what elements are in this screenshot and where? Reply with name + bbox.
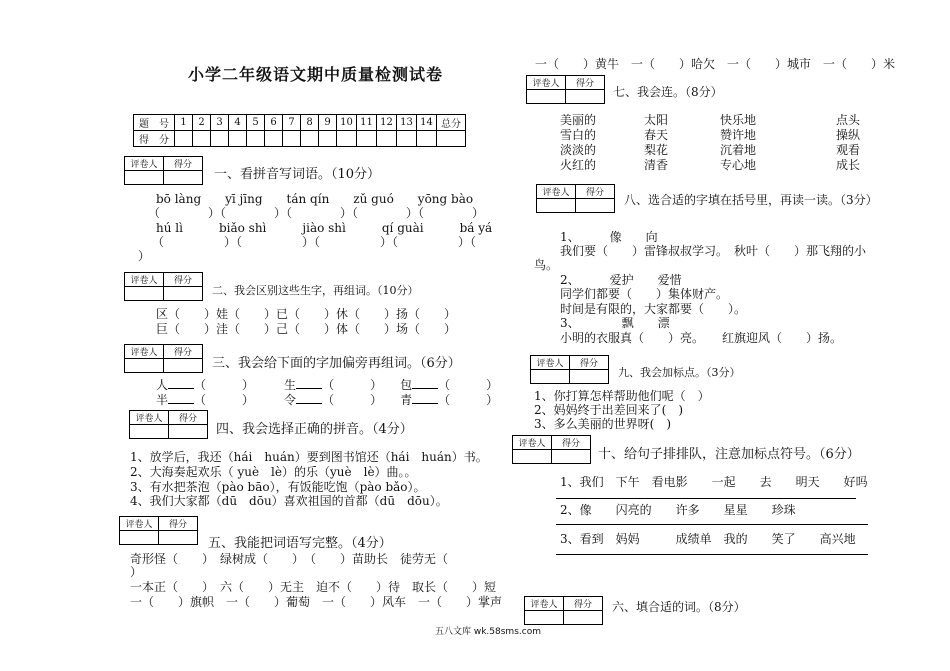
score-cell xyxy=(397,131,417,147)
grader-person-label: 评卷人 xyxy=(125,273,164,287)
grader-cell xyxy=(552,450,591,464)
fill-line xyxy=(168,393,194,404)
fill-line xyxy=(296,393,322,404)
grader-box xyxy=(526,75,605,104)
grader-box xyxy=(119,516,198,545)
grader-box xyxy=(524,596,603,625)
section-1-blank-row2: （ ）（ ）（ ）（ ）（ xyxy=(152,235,477,249)
footer-watermark: 五八文库 wk.58sms.com xyxy=(435,627,541,637)
match-word: 赞许地 xyxy=(720,128,757,142)
match-word: 清香 xyxy=(644,158,669,172)
answer-line xyxy=(556,554,868,555)
section-8-group2-words: 2、 爱护 爱惜 xyxy=(560,273,682,287)
score-col-header: 8 xyxy=(301,115,319,131)
grader-cell xyxy=(576,199,615,213)
grader-score-label: 得分 xyxy=(564,597,603,611)
score-row-label: 题 号 xyxy=(134,115,175,131)
score-cell xyxy=(211,131,229,147)
grader-box xyxy=(124,272,203,301)
section-8-group2-line: 时间是有限的，大家都要（ ）。 xyxy=(560,302,747,316)
match-word: 沉着地 xyxy=(720,143,757,157)
section-1-heading: 一、看拼音写词语。（10分） xyxy=(214,167,381,182)
grader-cell xyxy=(531,370,570,384)
grader-person-label: 评卷人 xyxy=(130,411,169,425)
match-word: 专心地 xyxy=(720,158,757,172)
match-word: 淡淡的 xyxy=(560,143,597,157)
score-cell xyxy=(283,131,301,147)
grader-score-label: 得分 xyxy=(159,517,198,531)
match-word: 点头 xyxy=(836,113,861,127)
section-8-group1-line: 鸟。 xyxy=(534,258,559,272)
grader-score-label: 得分 xyxy=(169,411,208,425)
match-word: 梨花 xyxy=(644,143,669,157)
match-word: 春天 xyxy=(644,128,669,142)
score-cell xyxy=(357,131,377,147)
grader-cell xyxy=(164,171,203,185)
section-6-top-line: 一（ ）黄牛 一（ ）哈欠 一（ ）城市 一（ ）米 xyxy=(535,57,896,71)
section-9-item: 2、妈妈终于出差回来了( ) xyxy=(534,403,683,417)
score-cell xyxy=(229,131,247,147)
grader-box-extension xyxy=(197,516,202,545)
grader-cell xyxy=(570,370,609,384)
match-word: 观看 xyxy=(836,143,861,157)
section-3-heading: 三、我会给下面的字加偏旁再组词。（6分） xyxy=(212,356,461,371)
grader-cell xyxy=(513,450,552,464)
section-9-item: 1、你打算怎样帮助他们呢（ ） xyxy=(534,389,710,403)
grader-person-label: 评卷人 xyxy=(525,597,564,611)
match-word: 成长 xyxy=(836,158,861,172)
grader-box xyxy=(530,355,609,384)
match-column-2 xyxy=(644,113,668,173)
word-blank: （ ） xyxy=(438,393,499,407)
grader-cell xyxy=(537,199,576,213)
score-col-header: 13 xyxy=(397,115,417,131)
grader-score-label: 得分 xyxy=(570,356,609,370)
score-cell xyxy=(417,131,437,147)
grader-score-label: 得分 xyxy=(576,185,615,199)
grader-score-label: 得分 xyxy=(164,273,203,287)
score-cell xyxy=(437,131,466,147)
match-word: 美丽的 xyxy=(560,113,597,127)
grader-cell xyxy=(564,611,603,625)
grader-cell xyxy=(169,425,208,439)
match-column-1 xyxy=(560,113,596,173)
section-10-item: 1、我们 下午 看电影 一起 去 明天 好吗 xyxy=(560,475,868,489)
grader-score-label: 得分 xyxy=(552,436,591,450)
word-blank: （ ） xyxy=(194,393,249,407)
match-word: 雪白的 xyxy=(560,128,597,142)
score-cell xyxy=(301,131,319,147)
section-1-blank-row3: ） xyxy=(138,249,151,263)
match-word: 太阳 xyxy=(644,113,669,127)
section-7-heading: 七、我会连。（8分） xyxy=(613,85,723,99)
score-table xyxy=(133,114,466,147)
grader-score-label: 得分 xyxy=(566,76,605,90)
grader-person-label: 评卷人 xyxy=(120,517,159,531)
section-10-item: 3、看到 妈妈 成绩单 我的 笑了 高兴地 xyxy=(560,532,856,546)
score-cell xyxy=(265,131,283,147)
radical-char: 半 xyxy=(156,393,169,407)
section-2-row1: 区（ ）娃（ ）已（ ）休（ ）扬（ ） xyxy=(156,307,457,321)
grader-person-label: 评卷人 xyxy=(125,345,164,359)
score-col-header: 5 xyxy=(247,115,265,131)
grader-cell xyxy=(525,611,564,625)
score-cell xyxy=(175,131,193,147)
grader-cell xyxy=(125,171,164,185)
match-word: 快乐地 xyxy=(720,113,757,127)
match-word: 操纵 xyxy=(836,128,861,142)
section-8-group2-line: 同学们都要（ ）集体财产。 xyxy=(560,287,729,301)
section-1-pinyin-row2: hú lì biǎo shì jiào shì qí guài bá yá xyxy=(156,221,493,235)
grader-person-label: 评卷人 xyxy=(527,76,566,90)
answer-line xyxy=(556,498,856,499)
fill-line xyxy=(168,378,194,389)
score-cell xyxy=(377,131,397,147)
fill-line xyxy=(412,378,438,389)
radical-char: 令 xyxy=(284,393,297,407)
grader-cell xyxy=(527,90,566,104)
section-4-item: 2、大海奏起欢乐（ yuè lè）的乐（yuè lè）曲。。 xyxy=(130,465,417,479)
grader-person-label: 评卷人 xyxy=(513,436,552,450)
grader-person-label: 评卷人 xyxy=(125,157,164,171)
section-1-pinyin-row1: bō làng yī jīng tán qín zǔ guó yōng bào xyxy=(156,192,474,206)
score-col-header: 7 xyxy=(283,115,301,131)
section-2-row2: 巨（ ）洼（ ）己（ ）体（ ）场（ ） xyxy=(156,322,457,336)
section-5-row1-cont: ） xyxy=(130,565,143,579)
section-9-heading: 九、我会加标点。（3分） xyxy=(618,366,741,379)
radical-char: 青 xyxy=(400,393,413,407)
section-6-heading: 六、填合适的词。（8分） xyxy=(612,600,746,614)
grader-cell xyxy=(125,287,164,301)
fill-line xyxy=(412,393,438,404)
score-col-header: 4 xyxy=(229,115,247,131)
grader-box xyxy=(124,344,203,373)
score-row-label: 得 分 xyxy=(134,131,175,147)
grader-box xyxy=(536,184,615,213)
section-4-item: 3、有水把茶泡（pào bāo），有饭能吃饱（pào bǎo）。 xyxy=(130,480,426,494)
word-blank: （ ） xyxy=(438,378,499,392)
answer-line xyxy=(556,524,868,525)
section-4-heading: 四、我会选择正确的拼音。（4分） xyxy=(216,422,413,437)
score-col-header: 6 xyxy=(265,115,283,131)
grader-cell xyxy=(566,90,605,104)
score-col-header: 10 xyxy=(337,115,357,131)
grader-cell xyxy=(159,531,198,545)
page-title: 小学二年级语文期中质量检测试卷 xyxy=(188,65,444,84)
grader-cell xyxy=(125,359,164,373)
section-10-heading: 十、给句子排排队，注意加标点符号。（6分） xyxy=(598,447,860,462)
section-8-heading: 八、选合适的字填在括号里，再读一读。（3分） xyxy=(624,193,878,207)
grader-cell xyxy=(164,359,203,373)
section-5-row1: 奇形怪（ ） 绿树成（ ） （ ）苗助长 徒劳无（ xyxy=(130,552,449,566)
grader-person-label: 评卷人 xyxy=(537,185,576,199)
radical-char: 包 xyxy=(400,378,413,392)
score-col-header: 3 xyxy=(211,115,229,131)
section-5-row2: 一本正（ ） 六（ ）无主 迫不（ ）待 取长（ ）短 xyxy=(130,580,497,594)
section-4-item: 1、放学后，我还（hái huán）要到图书馆还（hái huán）书。 xyxy=(130,450,488,464)
score-cell xyxy=(337,131,357,147)
section-8-group3-line: 小明的衣服真（ ）亮。 红旗迎风（ ）扬。 xyxy=(560,331,843,345)
section-8-group1-line: 我们要（ ）雷锋叔叔学习。 秋叶（ ）那飞翔的小 xyxy=(560,244,867,258)
section-10-item: 2、像 闪亮的 许多 星星 珍珠 xyxy=(560,503,796,517)
word-blank: （ ） xyxy=(322,393,377,407)
grader-box xyxy=(124,156,203,185)
score-col-header: 9 xyxy=(319,115,337,131)
section-1-blank-row1: （ ）（ ）（ ）（ ）（ ） xyxy=(148,206,485,220)
grader-box xyxy=(129,410,208,439)
match-column-4 xyxy=(836,113,860,173)
grader-cell xyxy=(120,531,159,545)
grader-cell xyxy=(130,425,169,439)
score-col-header: 2 xyxy=(193,115,211,131)
section-5-row3: 一（ ）旗帜 一（ ）葡萄 一（ ）风车 一（ ）掌声 xyxy=(130,595,503,609)
section-8-group1-words: 1、 像 向 xyxy=(560,230,658,244)
match-word: 火红的 xyxy=(560,158,597,172)
grader-person-label: 评卷人 xyxy=(531,356,570,370)
score-col-header: 14 xyxy=(417,115,437,131)
section-8-group3-words: 3、 飘 漂 xyxy=(560,316,670,330)
section-4-item: 4、我们大家都（dū dōu）喜欢祖国的首都（dū dōu）。 xyxy=(130,494,448,508)
score-col-header: 1 xyxy=(175,115,193,131)
grader-cell xyxy=(164,287,203,301)
match-column-3 xyxy=(720,113,756,173)
score-col-header: 12 xyxy=(377,115,397,131)
fill-line xyxy=(296,378,322,389)
score-cell xyxy=(247,131,265,147)
score-cell xyxy=(319,131,337,147)
section-5-heading: 五、我能把词语写完整。（4分） xyxy=(208,536,392,551)
section-9-item: 3、多么美丽的世界呀( ) xyxy=(534,417,671,431)
grader-box xyxy=(512,435,591,464)
radical-char: 人 xyxy=(156,378,169,392)
grader-score-label: 得分 xyxy=(164,157,203,171)
word-blank: （ ） xyxy=(194,378,249,392)
word-blank: （ ） xyxy=(322,378,377,392)
section-3-row2 xyxy=(156,391,498,408)
score-col-header: 11 xyxy=(357,115,377,131)
radical-char: 生 xyxy=(284,378,297,392)
score-total-header: 总分 xyxy=(437,115,466,131)
section-2-heading: 二、我会区别这些生字，再组词。（10分） xyxy=(212,284,419,297)
score-cell xyxy=(193,131,211,147)
grader-score-label: 得分 xyxy=(164,345,203,359)
